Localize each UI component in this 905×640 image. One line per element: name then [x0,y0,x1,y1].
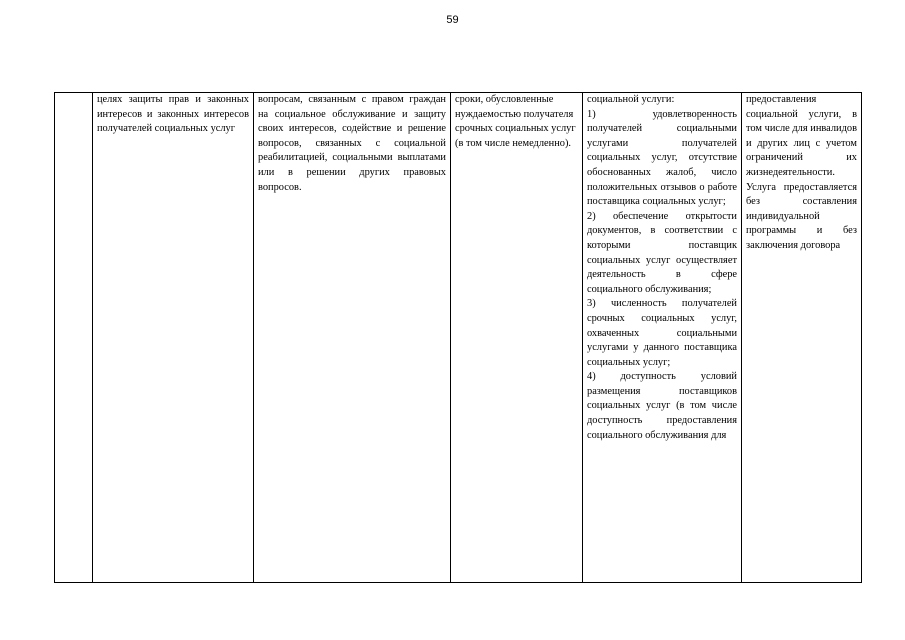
page-number: 59 [446,14,459,26]
table-cell-conditions: предоставления социальной услуги, в том числе для инвалидов и других лиц с учетом ограничений их жизнедеятельности. Услуга предоставляется без составления индивидуальной программы и без заключения договора [742,93,862,583]
table-cell-terms: сроки, обусловленные нуждаемостью получателя срочных социальных услуг (в том числе немедленно). [451,93,583,583]
table-cell-number [55,93,93,583]
table-row [55,93,862,583]
indicators-intro: социальной услуги: [587,94,675,105]
indicator-item-1: 1) удовлетворенность получателей социальными услугами получателей социальных услуг, отсутствие обоснованных жалоб, число положительных отзывов о работе поставщика социальных услуг; [587,108,737,208]
table-cell-description: вопросам, связанным с правом граждан на социальное обслуживание и защиту своих интересов, содействие и решение вопросов, связанных с социальной реабилитацией, социальными выплатами или в решении других правовых вопросов. [254,93,451,583]
indicator-item-3: 3) численность получателей срочных социальных услуг, охваченных социальными услугами у данного поставщика социальных услуг; [587,298,737,368]
indicator-item-2: 2) обеспечение открытости документов, в соответствии с которыми поставщик социальных услуг осуществляет деятельность в сфере социального обслуживания; [587,210,737,295]
table-cell-quality-indicators [583,93,742,583]
table-cell-purpose: целях защиты прав и законных интересов и законных интересов получателей социальных услуг [93,93,254,583]
indicator-item-4: 4) доступность условий размещения поставщиков социальных услуг (в том числе доступность предоставления социального обслуживания для [587,371,737,441]
document-table [54,92,862,583]
